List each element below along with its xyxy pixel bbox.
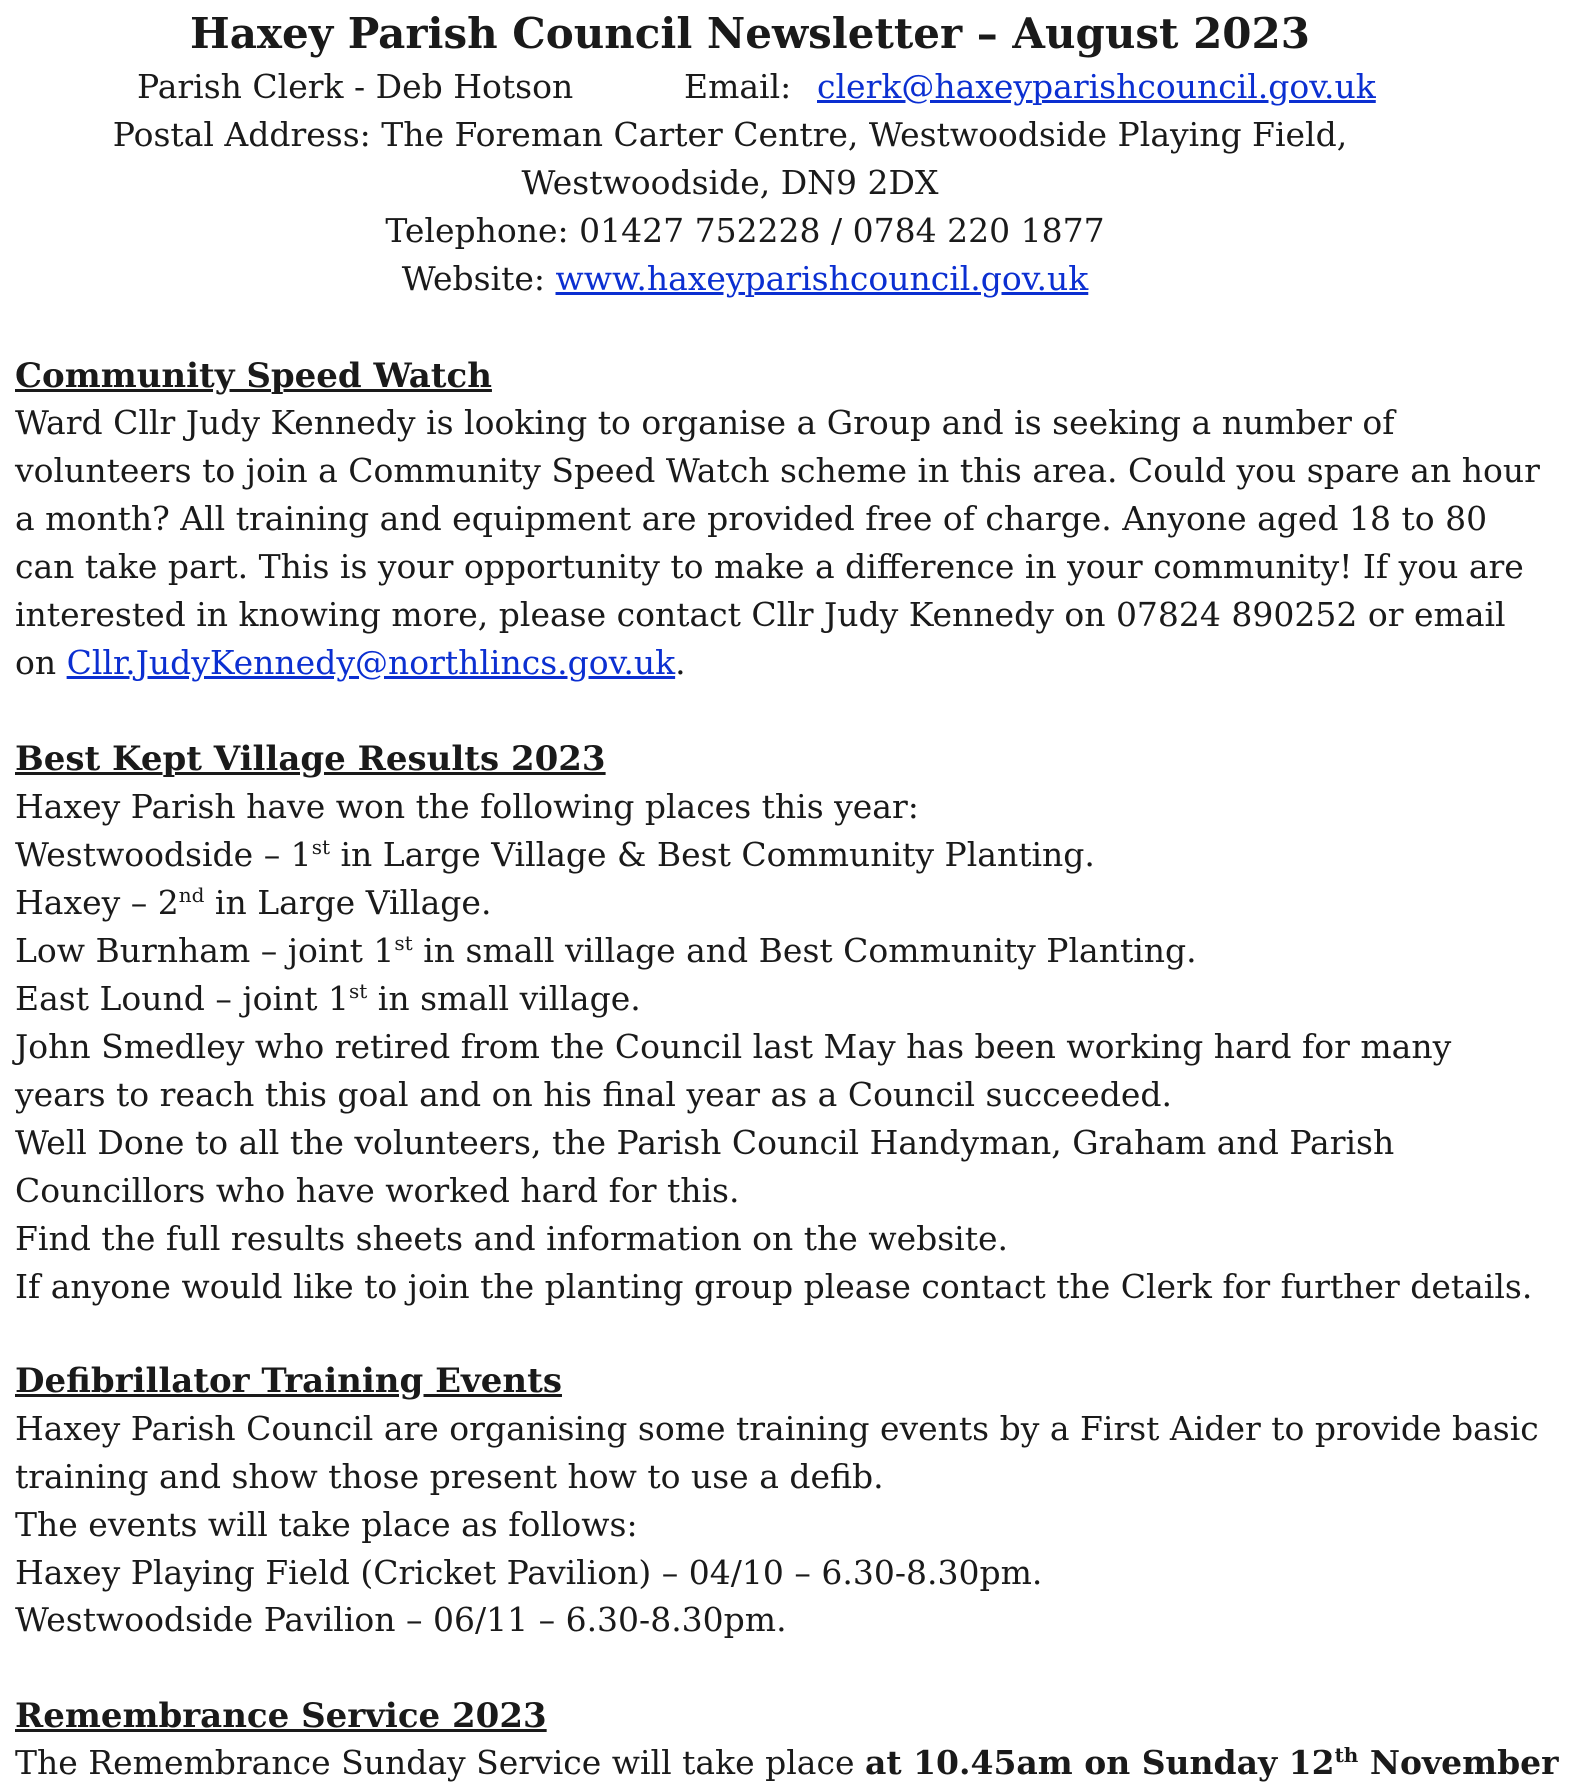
clerk-name: Parish Clerk - Deb Hotson [137, 67, 574, 106]
result-text: Low Burnham – joint 1 [15, 931, 395, 970]
address-line-1: Postal Address: The Foreman Carter Centre, Westwoodside Playing Field, [112, 115, 1348, 154]
defib-line: The events will take place as follows: [15, 1505, 638, 1544]
remembrance-date-month: November [1358, 1743, 1559, 1782]
remembrance-text: The Remembrance Sunday Service will take place [15, 1743, 865, 1782]
defib-line: training and show those present how to use a defib. [15, 1457, 884, 1496]
result-text: East Lound – joint 1 [15, 979, 349, 1018]
website-line [0, 256, 1490, 302]
speed-watch-email-prefix: on [15, 643, 67, 682]
defib-line: Haxey Parish Council are organising some training events by a First Aider to provide basic [15, 1409, 1539, 1448]
telephone-line: Telephone: 01427 752228 / 0784 220 1877 [385, 211, 1105, 250]
best-kept-line: If anyone would like to join the planting group please contact the Clerk for further details. [15, 1267, 1533, 1306]
result-text: Westwoodside – 1 [15, 835, 312, 874]
best-kept-line: Well Done to all the volunteers, the Parish Council Handyman, Graham and Parish [15, 1123, 1395, 1162]
result-text: in small village. [367, 979, 641, 1018]
result-line [15, 928, 1197, 974]
speed-watch-email-suffix: . [675, 643, 686, 682]
speed-watch-line: interested in knowing more, please contact Cllr Judy Kennedy on 07824 890252 or email [15, 595, 1506, 634]
result-text: in Large Village & Best Community Planting. [330, 835, 1095, 874]
speed-watch-line: can take part. This is your opportunity to make a difference in your community! If you are [15, 547, 1524, 586]
clerk-email-link[interactable]: clerk@haxeyparishcouncil.gov.uk [817, 67, 1376, 106]
best-kept-line: years to reach this goal and on his final year as a Council succeeded. [15, 1075, 1172, 1114]
remembrance-heading: Remembrance Service 2023 [15, 1696, 547, 1736]
address-line-2: Westwoodside, DN9 2DX [521, 163, 939, 202]
best-kept-line: Councillors who have worked hard for this. [15, 1171, 740, 1210]
best-kept-line: John Smedley who retired from the Council last May has been working hard for many [15, 1027, 1452, 1066]
website-label: Website: [401, 259, 546, 298]
ordinal-suffix: st [349, 979, 368, 1003]
speed-watch-line: a month? All training and equipment are provided free of charge. Anyone aged 18 to 80 [15, 499, 1488, 538]
speed-watch-line: volunteers to join a Community Speed Watch scheme in this area. Could you spare an hour [15, 451, 1540, 490]
newsletter-title: Haxey Parish Council Newsletter – August 2023 [190, 9, 1310, 58]
ordinal-suffix: nd [178, 883, 205, 907]
result-line [15, 832, 1095, 878]
cllr-email-link[interactable]: Cllr.JudyKennedy@northlincs.gov.uk [66, 643, 676, 682]
remembrance-date-text: at 10.45am on Sunday 12 [864, 1743, 1335, 1782]
website-link[interactable]: www.haxeyparishcouncil.gov.uk [555, 259, 1089, 298]
speed-watch-line: Ward Cllr Judy Kennedy is looking to organise a Group and is seeking a number of [15, 403, 1395, 442]
remembrance-line [15, 1740, 1559, 1786]
result-text: in small village and Best Community Planting. [412, 931, 1197, 970]
result-line [15, 880, 491, 926]
best-kept-intro: Haxey Parish have won the following places this year: [15, 787, 919, 826]
best-kept-heading: Best Kept Village Results 2023 [15, 739, 606, 779]
speed-watch-email-line [15, 640, 686, 686]
speed-watch-heading: Community Speed Watch [15, 356, 492, 396]
defib-heading: Defibrillator Training Events [15, 1361, 562, 1401]
ordinal-suffix: th [1334, 1743, 1359, 1767]
remembrance-date [865, 1743, 1559, 1782]
result-line [15, 976, 641, 1022]
defib-event-line: Haxey Playing Field (Cricket Pavilion) – 04/10 – 6.30-8.30pm. [15, 1553, 1043, 1592]
best-kept-line: Find the full results sheets and information on the website. [15, 1219, 1008, 1258]
ordinal-suffix: st [311, 835, 330, 859]
ordinal-suffix: st [394, 931, 413, 955]
result-text: in Large Village. [204, 883, 492, 922]
email-label: Email: [684, 67, 792, 106]
defib-event-line: Westwoodside Pavilion – 06/11 – 6.30-8.30pm. [15, 1600, 787, 1639]
result-text: Haxey – 2 [15, 883, 179, 922]
